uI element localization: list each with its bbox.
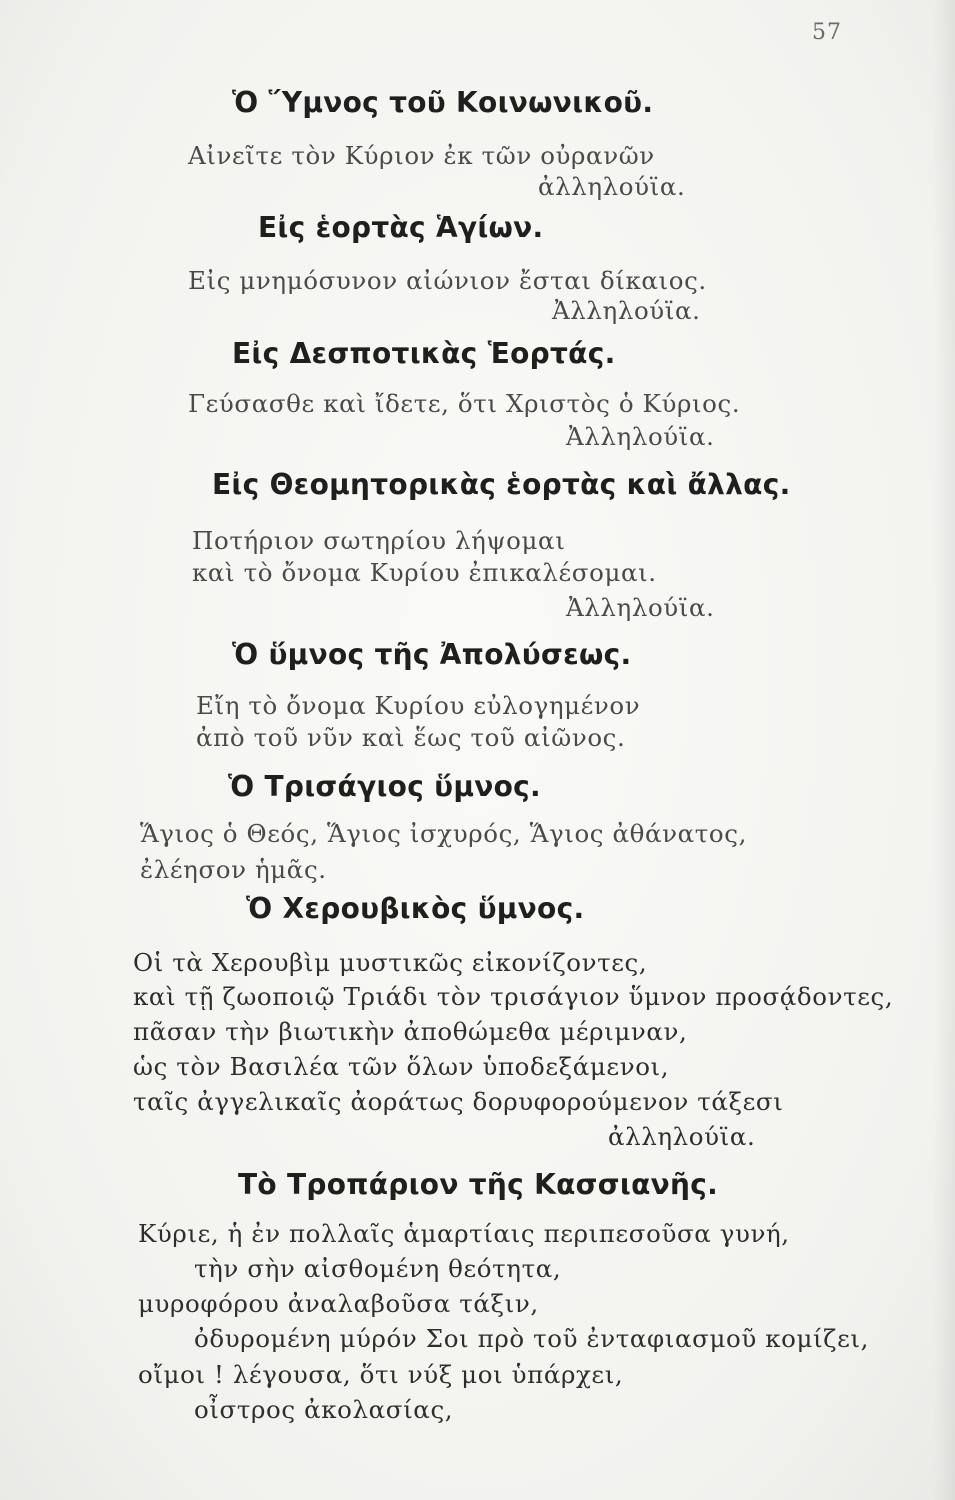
text-line: καὶ τῇ ζωοποιῷ Τριάδι τὸν τρισάγιον ὕμνον προσᾴδοντες, [133,982,894,1011]
text-line: Ἀλληλούϊα. [552,296,701,325]
text-line: Οἱ τὰ Χερουβὶμ μυστικῶς εἰκονίζοντες, [133,948,648,977]
text-line: Κύριε, ἡ ἐν πολλαῖς ἁμαρτίαις περιπεσοῦσα γυνή, [138,1219,790,1248]
text-line: ἀπὸ τοῦ νῦν καὶ ἕως τοῦ αἰῶνος. [196,723,626,752]
heading-apolyseos: Ὁ ὕμνος τῆς Ἀπολύσεως. [232,638,632,671]
text-line: Ἀλληλούϊα. [566,422,715,451]
text-line: πᾶσαν τὴν βιωτικὴν ἀποθώμεθα μέριμναν, [133,1017,688,1046]
text-line: ἀλληλούϊα. [608,1122,756,1151]
heading-theomitorikas: Εἰς Θεομητορικὰς ἑορτὰς καὶ ἄλλας. [212,468,791,501]
text-line: Ἀλληλούϊα. [566,593,715,622]
page-number: 57 [812,20,842,45]
text-line: ἀλληλούϊα. [538,172,686,201]
text-line: τὴν σὴν αἰσθομένη θεότητα, [194,1254,562,1283]
text-line: μυροφόρου ἀναλαβοῦσα τάξιν, [138,1289,539,1318]
text-line: ταῖς ἀγγελικαῖς ἀοράτως δορυφορούμενον τάξεσι [133,1087,784,1116]
text-line: Εἴη τὸ ὄνομα Κυρίου εὐλογημένον [196,691,641,720]
text-line: Γεύσασθε καὶ ἴδετε, ὅτι Χριστὸς ὁ Κύριος. [188,389,741,418]
text-line: ὀδυρομένη μύρόν Σοι πρὸ τοῦ ἐνταφιασμοῦ κομίζει, [194,1324,869,1353]
heading-koinonikon: Ὁ Ὕμνος τοῦ Κοινωνικοῦ. [232,86,654,119]
heading-cherouvikos: Ὁ Χερουβικὸς ὕμνος. [246,892,585,925]
heading-eortas-agion: Εἰς ἑορτὰς Ἁγίων. [258,211,544,244]
text-line: Αἰνεῖτε τὸν Κύριον ἐκ τῶν οὐρανῶν [188,141,655,170]
text-line: οἶστρος ἀκολασίας, [194,1395,454,1424]
text-line: καὶ τὸ ὄνομα Κυρίου ἐπικαλέσομαι. [192,558,657,587]
text-line: οἴμοι ! λέγουσα, ὅτι νύξ μοι ὑπάρχει, [138,1360,624,1389]
text-line: Εἰς μνημόσυνον αἰώνιον ἔσται δίκαιος. [188,266,707,295]
text-line: Ἅγιος ὁ Θεός, Ἅγιος ἰσχυρός, Ἅγιος ἀθάνατος, [140,819,747,848]
heading-kassianis: Τὸ Τροπάριον τῆς Κασσιανῆς. [238,1168,719,1201]
page-edge-shadow [933,0,955,1500]
text-line: ὡς τὸν Βασιλέα τῶν ὅλων ὑποδεξάμενοι, [133,1052,670,1081]
heading-trisagios: Ὁ Τρισάγιος ὕμνος. [228,770,541,803]
text-line: Ποτήριον σωτηρίου λήψομαι [192,526,566,555]
heading-despotikas: Εἰς Δεσποτικὰς Ἑορτάς. [232,337,616,370]
text-line: ἐλέησον ἡμᾶς. [140,855,327,884]
